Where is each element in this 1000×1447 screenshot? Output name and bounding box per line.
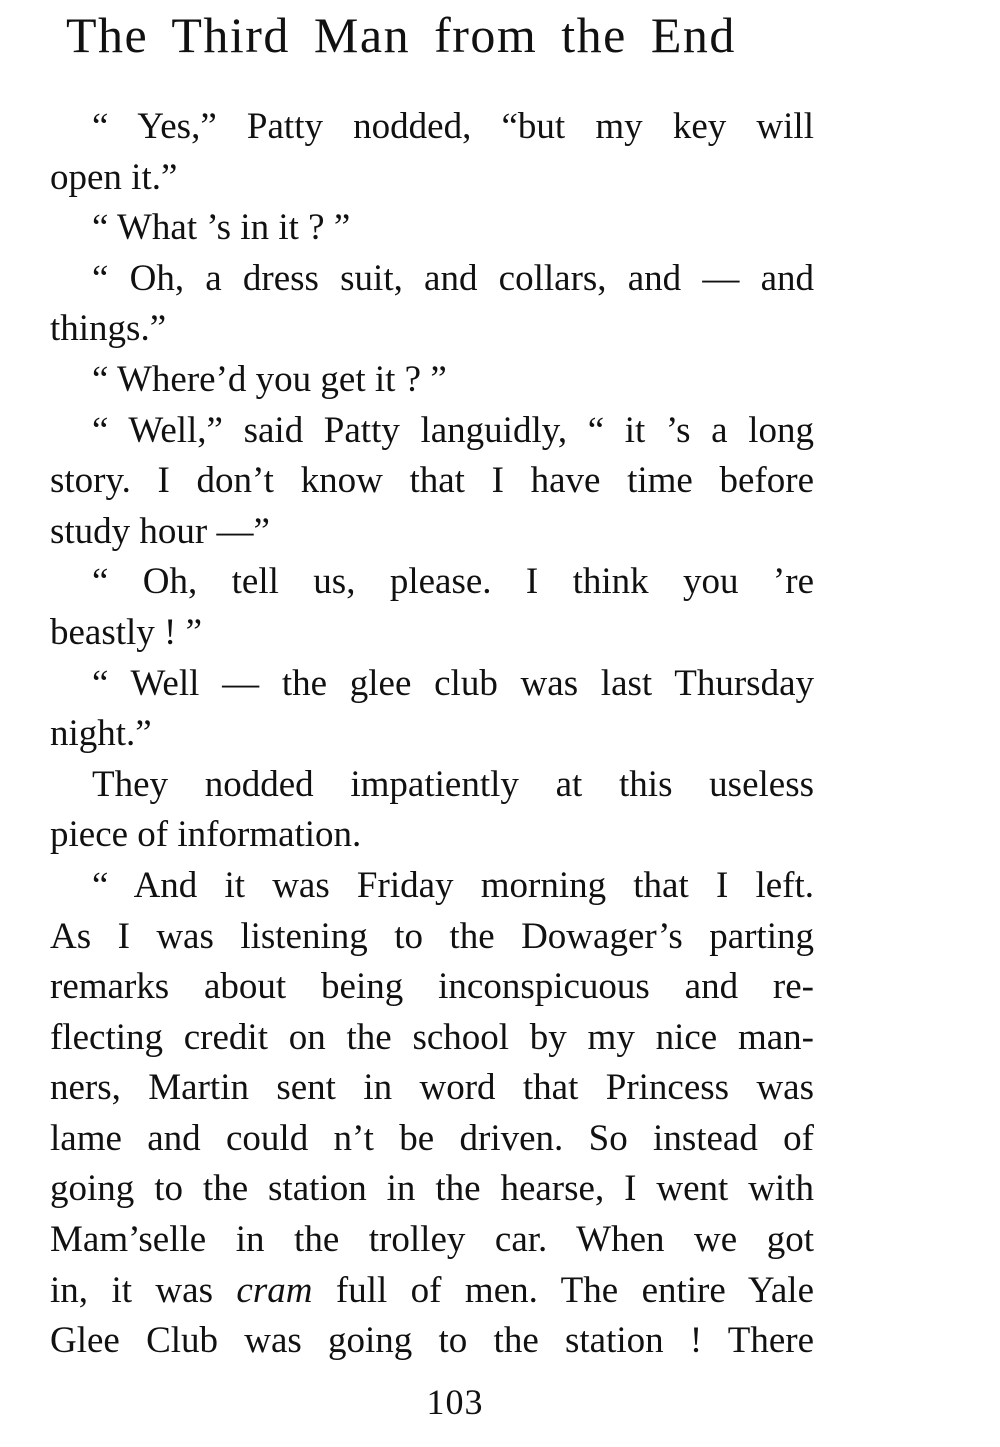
text-line: “ What ’s in it ? ” — [92, 207, 351, 249]
text-line: lame and could n’t be driven. So instead of — [50, 1117, 814, 1159]
emphasized-word: cram — [236, 1269, 313, 1311]
text-line: flecting credit on the school by my nice man- — [50, 1016, 814, 1058]
text-segment: full of men. The entire Yale — [312, 1269, 814, 1311]
text-line: story. I don’t know that I have time before — [50, 460, 814, 502]
text-line: “ Oh, a dress suit, and collars, and — and — [92, 257, 814, 299]
text-line: Glee Club was going to the station ! There — [50, 1320, 814, 1362]
text-line: “ Well — the glee club was last Thursday — [92, 662, 814, 704]
page-number: 103 — [426, 1382, 484, 1422]
text-line: night.” — [50, 713, 152, 755]
text-line: As I was listening to the Dowager’s parting — [50, 915, 814, 957]
text-line: “ Yes,” Patty nodded, “but my key will — [92, 106, 814, 147]
text-line: “ And it was Friday morning that I left. — [92, 864, 814, 906]
text-line: ners, Martin sent in word that Princess was — [50, 1067, 814, 1109]
text-line: remarks about being inconspicuous and re- — [50, 966, 814, 1008]
text-line: things.” — [50, 308, 167, 350]
running-head-title: The Third Man from the End — [66, 7, 736, 63]
text-segment: in, it was — [50, 1269, 237, 1311]
text-line: “ Where’d you get it ? ” — [92, 358, 447, 400]
text-line: going to the station in the hearse, I went with — [50, 1168, 814, 1210]
text-line: open it.” — [50, 156, 178, 198]
text-line: “ Oh, tell us, please. I think you ’re — [92, 561, 814, 603]
text-line: Mam’selle in the trolley car. When we got — [50, 1219, 814, 1261]
text-line: They nodded impatiently at this useless — [92, 763, 814, 805]
body-text — [50, 102, 814, 1367]
text-line: beastly ! ” — [50, 611, 203, 653]
text-line-with-emphasis — [50, 1266, 814, 1317]
text-line: “ Well,” said Patty languidly, “ it ’s a long — [92, 409, 814, 451]
text-line: piece of information. — [50, 814, 362, 856]
text-line: study hour —” — [50, 510, 270, 552]
